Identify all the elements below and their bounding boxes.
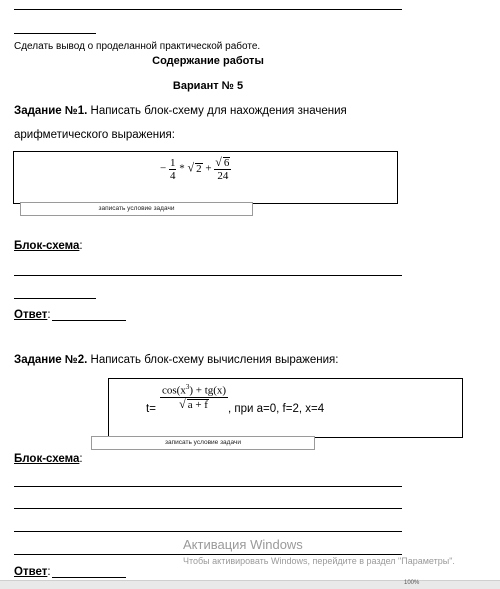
formula1-frac2 bbox=[214, 156, 231, 182]
task1-line2: арифметического выражения: bbox=[14, 129, 175, 141]
instruction-text: Сделать вывод о проделанной практической работе. bbox=[14, 41, 261, 52]
formula1-frac1-num: 1 bbox=[169, 156, 176, 169]
activation-watermark-subtitle: Чтобы активировать Windows, перейдите в раздел "Параметры". bbox=[183, 556, 455, 566]
formula-1 bbox=[160, 156, 231, 182]
formula1-sqrt-sign: √ bbox=[187, 160, 195, 175]
formula1-frac2-root: √ bbox=[215, 155, 222, 169]
block2-line-3 bbox=[14, 531, 402, 532]
answer1-label: Ответ bbox=[14, 309, 48, 321]
formula1-frac2-den: 24 bbox=[217, 170, 229, 182]
answer1-field[interactable] bbox=[52, 320, 126, 321]
formula2-frac bbox=[160, 381, 228, 411]
formula2-num-rest: ) + tg(x) bbox=[189, 384, 227, 397]
task1-line1 bbox=[14, 105, 402, 117]
answer1-wrap bbox=[14, 309, 51, 321]
formula-2 bbox=[160, 381, 228, 411]
formula2-den-root: √ bbox=[179, 396, 186, 411]
block2-label-wrap bbox=[14, 453, 83, 465]
zoom-level[interactable]: 100% bbox=[404, 580, 420, 586]
block2-line-4 bbox=[14, 554, 402, 555]
task1-caption[interactable]: записать условие задачи bbox=[20, 202, 253, 216]
block2-line-2 bbox=[14, 508, 402, 509]
formula1-frac1 bbox=[169, 157, 177, 182]
formula1-mult: * bbox=[179, 162, 185, 175]
answer2-label: Ответ bbox=[14, 566, 48, 578]
section-heading: Содержание работы bbox=[152, 55, 264, 67]
formula1-plus: + bbox=[205, 162, 212, 175]
answer-line bbox=[14, 9, 402, 10]
block1-label: Блок-схема bbox=[14, 240, 80, 252]
block1-line-short bbox=[14, 298, 96, 299]
activation-watermark-title: Активация Windows bbox=[183, 537, 303, 552]
answer1-colon: : bbox=[47, 309, 51, 321]
task1-text: Написать блок-схему для нахождения значения bbox=[87, 105, 347, 117]
formula2-den-val: a + f bbox=[187, 398, 208, 411]
task2-line bbox=[14, 354, 338, 366]
task2-caption[interactable]: записать условие задачи bbox=[91, 436, 315, 450]
formula-2-condition: , при a=0, f=2, x=4 bbox=[228, 403, 325, 415]
formula2-den bbox=[160, 398, 228, 411]
answer2-field[interactable] bbox=[52, 577, 126, 578]
variant-heading: Вариант № 5 bbox=[172, 80, 244, 92]
block1-label-wrap bbox=[14, 240, 83, 252]
block2-line-1 bbox=[14, 486, 402, 487]
formula1-minus: − bbox=[160, 162, 167, 175]
task1-label: Задание №1. bbox=[14, 105, 88, 117]
answer-line-short bbox=[14, 33, 96, 34]
formula-2-prefix: t= bbox=[146, 403, 156, 415]
formula1-sqrt-val: 2 bbox=[196, 162, 202, 175]
formula2-num-power: 3 bbox=[185, 383, 190, 391]
task2-label: Задание №2. bbox=[14, 354, 88, 366]
block2-label: Блок-схема bbox=[14, 453, 80, 465]
answer2-colon: : bbox=[47, 566, 51, 578]
formula2-num bbox=[160, 381, 228, 398]
formula1-frac2-num bbox=[214, 156, 231, 170]
formula2-num-cos: cos(x bbox=[162, 384, 186, 397]
formula1-frac1-den: 4 bbox=[169, 169, 176, 182]
block1-colon: : bbox=[79, 240, 83, 252]
task2-text: Написать блок-схему вычисления выражения: bbox=[87, 354, 339, 366]
block2-colon: : bbox=[79, 453, 83, 465]
formula1-frac2-num-val: 6 bbox=[223, 157, 230, 169]
status-bar bbox=[0, 580, 500, 589]
block1-line bbox=[14, 275, 402, 276]
answer2-wrap bbox=[14, 566, 51, 578]
